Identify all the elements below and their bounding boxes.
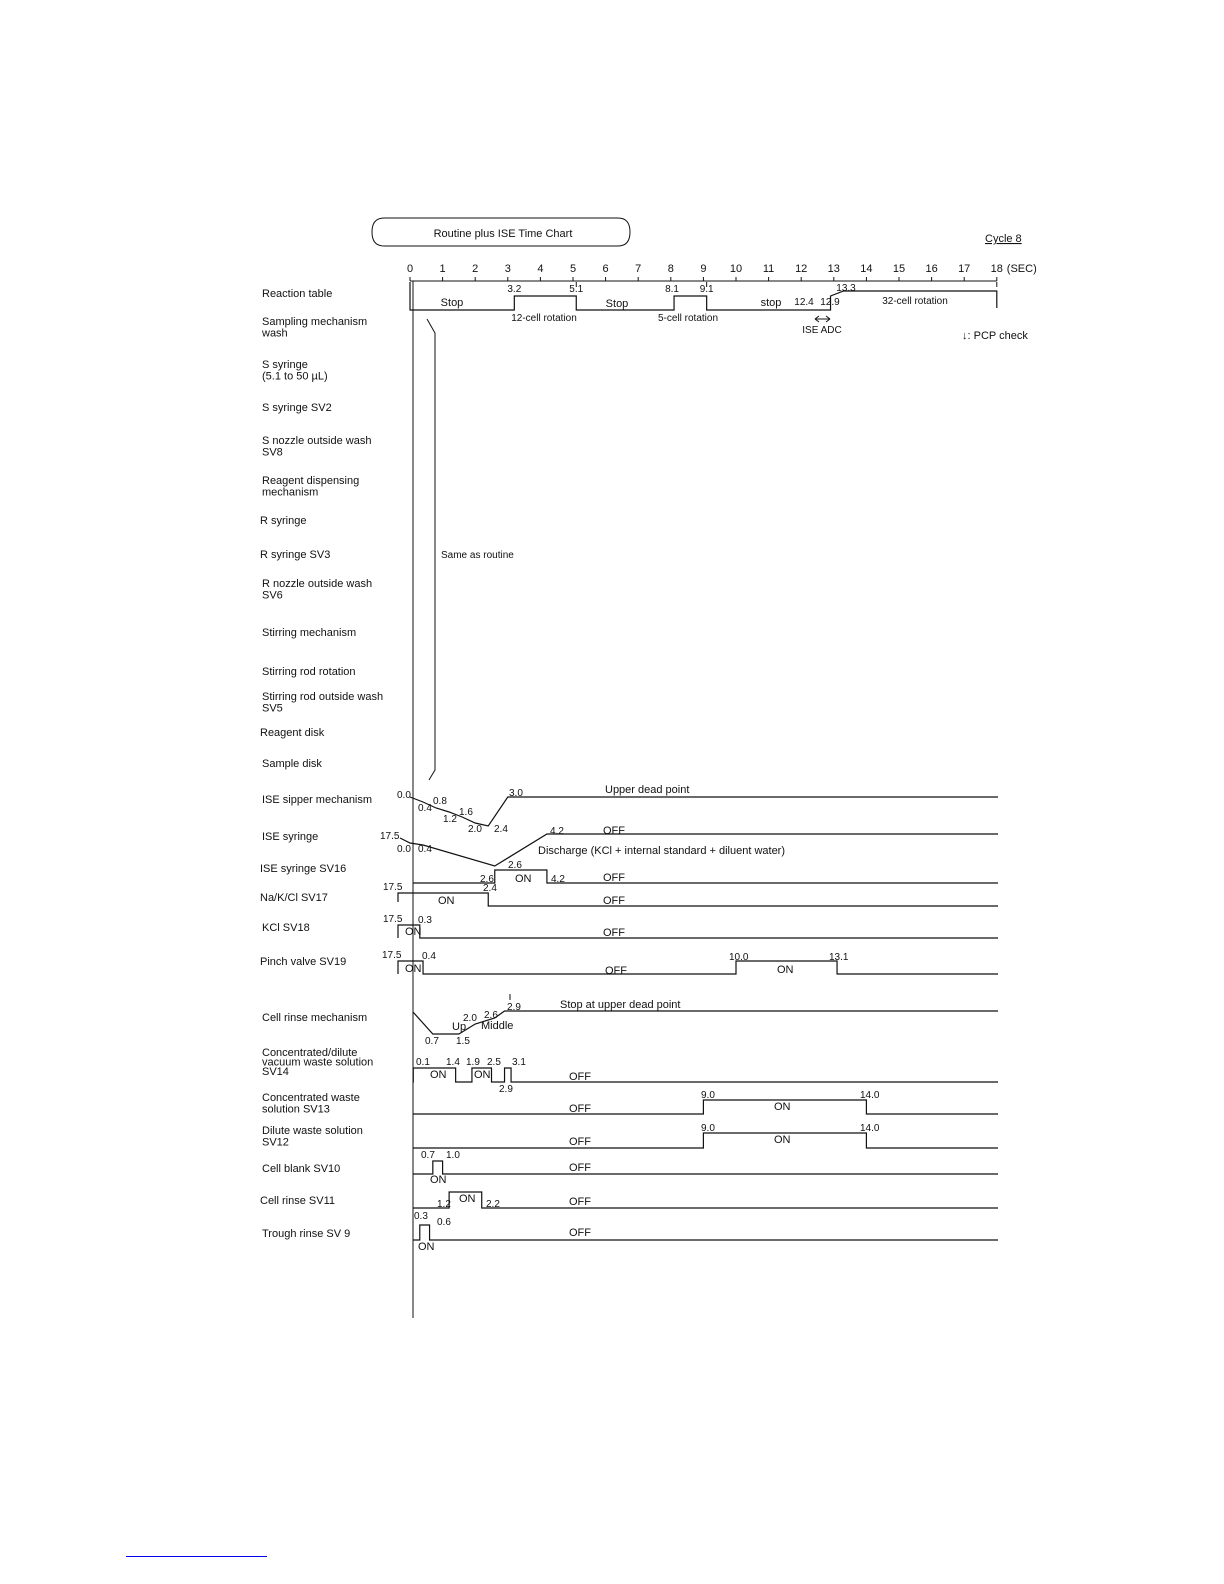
valve-line (413, 1100, 998, 1114)
off-label: OFF (605, 965, 627, 977)
time-label: 14.0 (860, 1123, 880, 1134)
row-label: R syringe SV3 (260, 549, 331, 561)
marker-label: 13.3 (836, 283, 856, 294)
row-label: wash (262, 327, 288, 340)
discharge-label: Discharge (KCl + internal standard + diluent water) (538, 845, 786, 857)
off-label: OFF (569, 1071, 591, 1083)
row-label-group (262, 435, 371, 459)
on-label: ON (430, 1174, 447, 1186)
on-label: ON (459, 1193, 476, 1205)
axis-tick-label: 2 (472, 263, 479, 275)
row-label-group (262, 922, 310, 934)
row-label: S syringe SV2 (262, 402, 332, 414)
row-label-group (262, 578, 372, 602)
time-label: 0.3 (414, 1211, 428, 1222)
row-label: Reaction table (262, 288, 333, 300)
marker-label: 12.4 (794, 297, 814, 308)
time-label: 0.1 (416, 1057, 430, 1068)
valve-sv9-wave (413, 1211, 998, 1253)
row-label: (5.1 to 50 µL) (262, 370, 328, 383)
valve-sv17-wave (383, 882, 998, 907)
axis-tick-label: 15 (892, 263, 906, 275)
reaction-table-wave (410, 282, 997, 336)
marker-label: 5.1 (569, 284, 584, 295)
row-label: Trough rinse SV 9 (262, 1228, 351, 1240)
time-label: 0.6 (437, 1217, 451, 1228)
axis-tick-label: 1 (439, 263, 446, 275)
off-label: OFF (569, 1103, 591, 1115)
time-label: 2.2 (486, 1199, 500, 1210)
time-label: 10.0 (729, 952, 749, 963)
row-label: S nozzle outside wash (262, 435, 372, 447)
time-label: 2.0 (468, 824, 482, 835)
time-label: 0.3 (418, 915, 432, 926)
valve-line (413, 1225, 998, 1240)
off-label: OFF (569, 1227, 591, 1239)
row-label: Cell rinse mechanism (262, 1012, 368, 1024)
row-label: Stirring mechanism (262, 627, 357, 639)
segment-label-stop: stop (760, 297, 782, 309)
on-label: ON (438, 895, 455, 907)
time-label: 1.4 (446, 1057, 460, 1068)
time-label: 17.5 (383, 882, 403, 893)
time-label: 0.8 (433, 796, 447, 807)
row-label: vacuum waste solution (262, 1056, 374, 1069)
time-label: 2.6 (480, 874, 494, 885)
axis-tick-label: 13 (827, 263, 840, 275)
row-label: R syringe (260, 515, 307, 527)
row-label-group (262, 475, 359, 499)
row-label-group (260, 515, 306, 527)
row-label: SV12 (262, 1136, 289, 1149)
on-label: ON (774, 1134, 791, 1146)
time-label: 1.5 (456, 1036, 470, 1047)
row-label-group (260, 727, 325, 739)
time-label: 1.2 (443, 814, 457, 825)
row-label-group (262, 758, 322, 770)
segment-label-stop: Stop (605, 298, 629, 310)
time-label: 3.1 (512, 1057, 526, 1068)
off-label: OFF (603, 872, 625, 884)
valve-sv10-wave (413, 1150, 998, 1186)
footer-rule (126, 1556, 267, 1557)
row-label-group (262, 1163, 340, 1175)
row-label: KCl SV18 (262, 922, 310, 934)
row-label: R nozzle outside wash (262, 578, 373, 590)
row-label-group (260, 549, 330, 561)
time-label: 2.4 (494, 824, 508, 835)
row-label: Cell blank SV10 (262, 1163, 341, 1175)
row-label-group (262, 402, 332, 414)
axis-tick-label: 3 (504, 263, 511, 275)
time-label: 2.6 (508, 860, 522, 871)
off-label: OFF (569, 1162, 591, 1174)
row-label: ISE syringe (262, 831, 319, 843)
time-label: 2.5 (487, 1057, 501, 1068)
time-label: 17.5 (383, 914, 403, 925)
time-label: 13.1 (829, 952, 849, 963)
upper-dead-point-label: Upper dead point (605, 784, 690, 796)
row-label: Dilute waste solution (262, 1125, 363, 1137)
time-label: 2.4 (483, 883, 497, 894)
segment-label-12-cell: 12-cell rotation (511, 313, 577, 324)
title-box (372, 218, 630, 246)
row-label: ISE syringe SV16 (260, 863, 347, 875)
row-label-group (260, 956, 346, 968)
bracket-line (427, 319, 435, 780)
on-label: ON (405, 963, 422, 975)
cell-rinse-wave (413, 994, 998, 1047)
time-label: 2.9 (507, 1002, 521, 1013)
time-label: 0.7 (421, 1150, 435, 1161)
time-label: 17.5 (382, 950, 402, 961)
stop-upper-dead-point-label: Stop at upper dead point (560, 999, 681, 1011)
time-axis (407, 263, 1037, 1318)
up-label: Up (452, 1021, 467, 1033)
on-label: ON (418, 1241, 435, 1253)
row-label-group (262, 1012, 367, 1024)
valve-line (413, 1192, 998, 1208)
axis-tick-label: 10 (729, 263, 743, 275)
ise-sipper-line (410, 797, 998, 826)
valve-line (413, 1161, 998, 1174)
marker-label: 8.1 (665, 284, 680, 295)
row-label: Sampling mechanism (262, 316, 368, 328)
time-label: 0.7 (425, 1036, 439, 1047)
time-label: 0.4 (418, 844, 432, 855)
time-label: 9.0 (701, 1123, 715, 1134)
row-label: S syringe (262, 359, 308, 371)
axis-tick-label: 8 (667, 263, 674, 275)
axis-tick-label: 5 (569, 263, 577, 275)
time-label: 1.2 (437, 1199, 451, 1210)
axis-tick-label: 7 (635, 263, 642, 275)
axis-tick-label: 11 (762, 263, 775, 275)
chart-title: Routine plus ISE Time Chart (433, 228, 573, 240)
valve-line (398, 893, 998, 906)
off-label: OFF (569, 1136, 591, 1148)
row-label: Sample disk (262, 758, 322, 770)
axis-tick-label: 16 (925, 263, 938, 275)
axis-tick-label: 6 (602, 263, 609, 275)
valve-sv19-wave (382, 950, 998, 977)
valve-line (398, 925, 998, 938)
row-label-group (262, 288, 332, 300)
row-label-group (262, 627, 356, 639)
row-label: ISE sipper mechanism (262, 794, 373, 806)
time-label: 1.0 (446, 1150, 460, 1161)
time-label: 1.9 (466, 1057, 480, 1068)
row-label: Concentrated waste (262, 1092, 360, 1104)
time-label: 2.0 (463, 1013, 477, 1024)
marker-label: 12.9 (820, 297, 840, 308)
axis-tick-label: 4 (537, 263, 544, 275)
on-label: ON (777, 964, 794, 976)
axis-tick-label: 18 (990, 263, 1003, 275)
ise-sipper-wave (397, 784, 998, 835)
row-label: Concentrated/dilute (262, 1047, 358, 1059)
row-label: Reagent dispensing (262, 475, 360, 487)
time-label: 2.9 (499, 1084, 513, 1095)
time-label: 9.0 (701, 1090, 715, 1101)
row-label-group (262, 794, 372, 806)
time-label: 14.0 (860, 1090, 880, 1101)
row-label: Stirring rod outside wash (262, 691, 384, 703)
row-label-group (260, 892, 328, 904)
off-label: OFF (603, 895, 625, 907)
time-label: 4.2 (550, 826, 564, 837)
pcp-check-note: ↓: PCP check (962, 330, 1028, 342)
valve-sv12-wave (413, 1123, 998, 1148)
row-label: Na/K/Cl SV17 (260, 892, 328, 904)
row-label-group (262, 831, 318, 843)
on-label: ON (515, 873, 532, 885)
row-label: SV8 (262, 446, 283, 459)
row-label: SV5 (262, 702, 283, 715)
marker-label: 3.2 (507, 284, 522, 295)
axis-unit-label: (SEC) (1006, 263, 1037, 275)
time-label: 0.0 (397, 844, 411, 855)
marker-label: 9.1 (699, 284, 714, 295)
on-label: ON (405, 926, 422, 938)
row-label-group (262, 666, 356, 678)
time-label: 3.0 (509, 788, 523, 799)
time-label: 1.6 (459, 807, 473, 818)
time-label: 0.4 (418, 803, 432, 814)
valve-line (398, 961, 998, 974)
middle-label: Middle (481, 1020, 514, 1032)
valve-sv11-wave (413, 1192, 998, 1210)
axis-tick-label: 14 (860, 263, 873, 275)
axis-tick-label: 17 (958, 263, 971, 275)
valve-sv18-wave (383, 914, 998, 939)
valve-line (413, 1068, 998, 1082)
off-label: OFF (569, 1196, 591, 1208)
row-label: solution SV13 (262, 1103, 330, 1116)
cycle-label: Cycle 8 (985, 233, 1022, 245)
same-as-routine-bracket (427, 319, 435, 780)
row-label: SV14 (262, 1066, 289, 1078)
axis-tick-label: 0 (406, 263, 414, 275)
segment-label-5-cell: 5-cell rotation (657, 313, 719, 324)
time-label: 4.2 (551, 874, 565, 885)
time-label: 0.0 (397, 790, 411, 801)
time-label: 0.4 (422, 951, 436, 962)
ise-adc-arrow-icon (815, 316, 830, 322)
row-label-group (262, 1047, 373, 1078)
on-label: ON (774, 1101, 791, 1113)
same-as-routine-note: Same as routine (441, 550, 514, 561)
row-label-group (262, 1092, 360, 1116)
on-label: ON (430, 1069, 447, 1081)
off-label: OFF (603, 927, 625, 939)
valve-line (413, 870, 998, 883)
row-label-group (260, 863, 346, 875)
row-label: Reagent disk (260, 727, 325, 739)
row-label-group (260, 1195, 335, 1207)
row-label: Pinch valve SV19 (260, 956, 347, 968)
row-label: Stirring rod rotation (262, 666, 356, 678)
segment-label-stop: Stop (440, 297, 464, 309)
row-label-group (262, 359, 328, 383)
row-labels (260, 288, 383, 1240)
row-label-group (262, 1125, 363, 1149)
waveforms (380, 282, 998, 1253)
axis-tick-label: 9 (700, 263, 707, 275)
valve-sv16-wave (413, 870, 998, 885)
row-label-group (261, 316, 367, 340)
segment-label-32-cell: 32-cell rotation (882, 296, 948, 307)
row-label-group (262, 1228, 350, 1240)
valve-line (413, 1133, 998, 1148)
ise-adc-label: ISE ADC (802, 325, 842, 336)
row-label-group (262, 691, 383, 715)
axis-tick-label: 12 (795, 263, 808, 275)
row-label: Cell rinse SV11 (260, 1195, 335, 1207)
off-label: OFF (603, 825, 625, 837)
row-label: SV6 (262, 589, 283, 602)
time-label: 2.6 (484, 1010, 498, 1021)
row-label: mechanism (262, 486, 319, 499)
on-label: ON (474, 1069, 491, 1081)
time-label: 17.5 (380, 831, 400, 842)
